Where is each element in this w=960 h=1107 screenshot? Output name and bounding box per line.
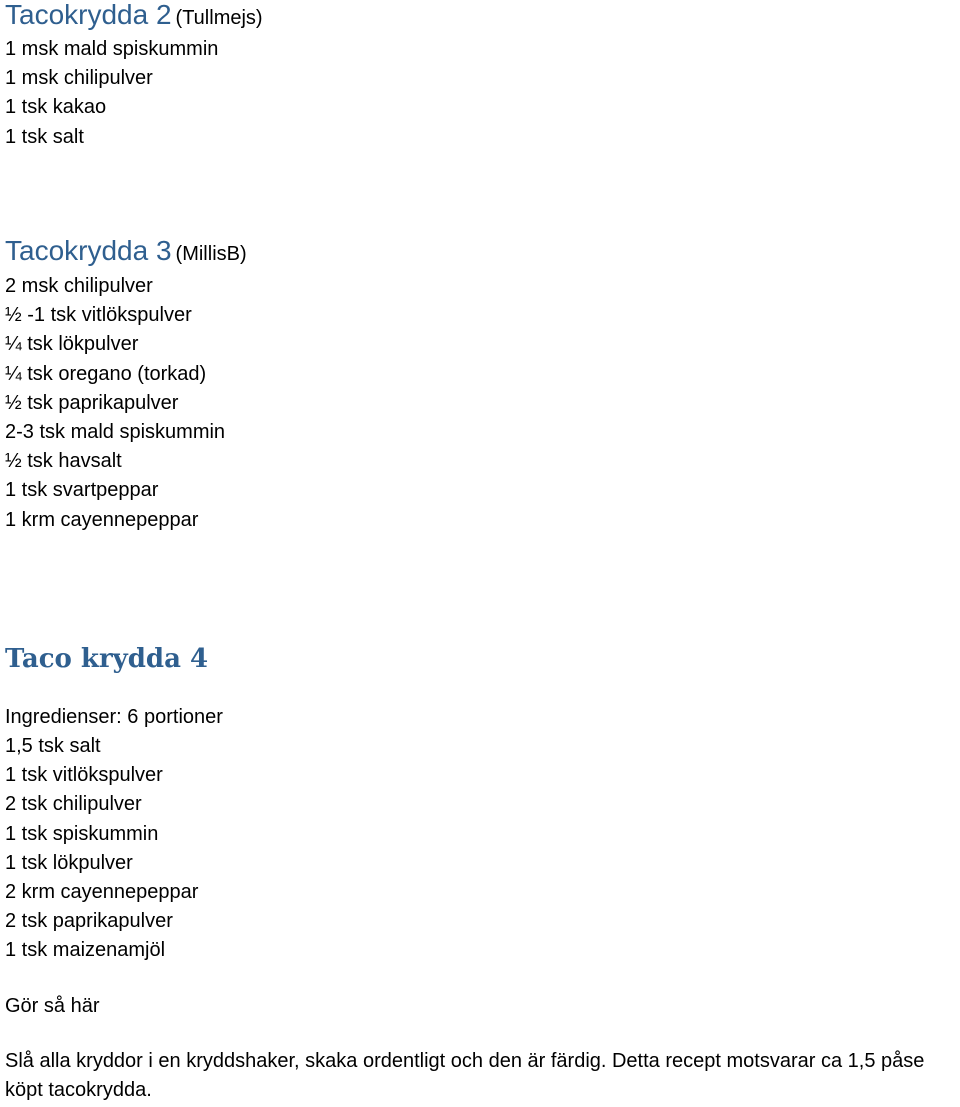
recipe-tacokrydda-2 xyxy=(5,0,263,152)
ingredient-item: 1 msk mald spiskummin xyxy=(5,38,219,60)
ingredient-item: 2 tsk chilipulver xyxy=(5,793,142,816)
ingredient-item: 2 msk chilipulver xyxy=(5,275,153,297)
recipe-title xyxy=(5,236,247,269)
recipe-credit: (MillisB) xyxy=(175,243,247,265)
recipe-credit: (Tullmejs) xyxy=(175,7,263,29)
recipe-title xyxy=(5,0,263,33)
ingredient-item: 1 tsk lökpulver xyxy=(5,851,133,874)
ingredient-item: ½ -1 tsk vitlökspulver xyxy=(5,304,192,327)
recipe-title: Taco krydda 4 xyxy=(5,644,209,674)
ingredient-item: 2-3 tsk mald spiskummin xyxy=(5,420,226,443)
instructions-text: Slå alla kryddor i en kryddshaker, skaka ordentligt och den är färdig. Detta recept motsvarar ca 1,5 påse köpt tacokrydda. xyxy=(5,1049,925,1101)
ingredient-list xyxy=(5,272,247,535)
ingredient-item: 1 tsk maizenamjöl xyxy=(5,939,166,962)
ingredient-item: 1 tsk vitlökspulver xyxy=(5,764,163,787)
ingredient-item: ½ tsk havsalt xyxy=(5,450,122,473)
ingredient-item: 2 krm cayennepeppar xyxy=(5,880,199,903)
recipe-title-text: Tacokrydda 2 xyxy=(5,0,172,30)
ingredient-item: ¼ tsk lökpulver xyxy=(5,333,139,356)
recipe-taco-krydda-4 xyxy=(5,644,957,1105)
ingredient-item: 1 msk chilipulver xyxy=(5,67,153,90)
ingredients-heading: Ingredienser: 6 portioner xyxy=(5,706,223,728)
ingredient-item: 1 tsk svartpeppar xyxy=(5,479,159,502)
ingredient-item: 1 krm cayennepeppar xyxy=(5,508,199,531)
ingredient-item: ¼ tsk oregano (torkad) xyxy=(5,362,207,385)
ingredient-item: 1 tsk salt xyxy=(5,125,84,148)
ingredient-item: 1,5 tsk salt xyxy=(5,735,101,757)
ingredient-item: 1 tsk kakao xyxy=(5,96,107,119)
ingredient-item: 2 tsk paprikapulver xyxy=(5,910,173,933)
recipe-title-text: Tacokrydda 3 xyxy=(5,235,172,266)
recipe-tacokrydda-3 xyxy=(5,236,247,535)
ingredient-item: ½ tsk paprikapulver xyxy=(5,391,179,414)
ingredient-list xyxy=(5,732,957,966)
instructions-heading: Gör så här xyxy=(5,994,100,1017)
ingredient-list xyxy=(5,35,263,152)
ingredient-item: 1 tsk spiskummin xyxy=(5,822,159,845)
